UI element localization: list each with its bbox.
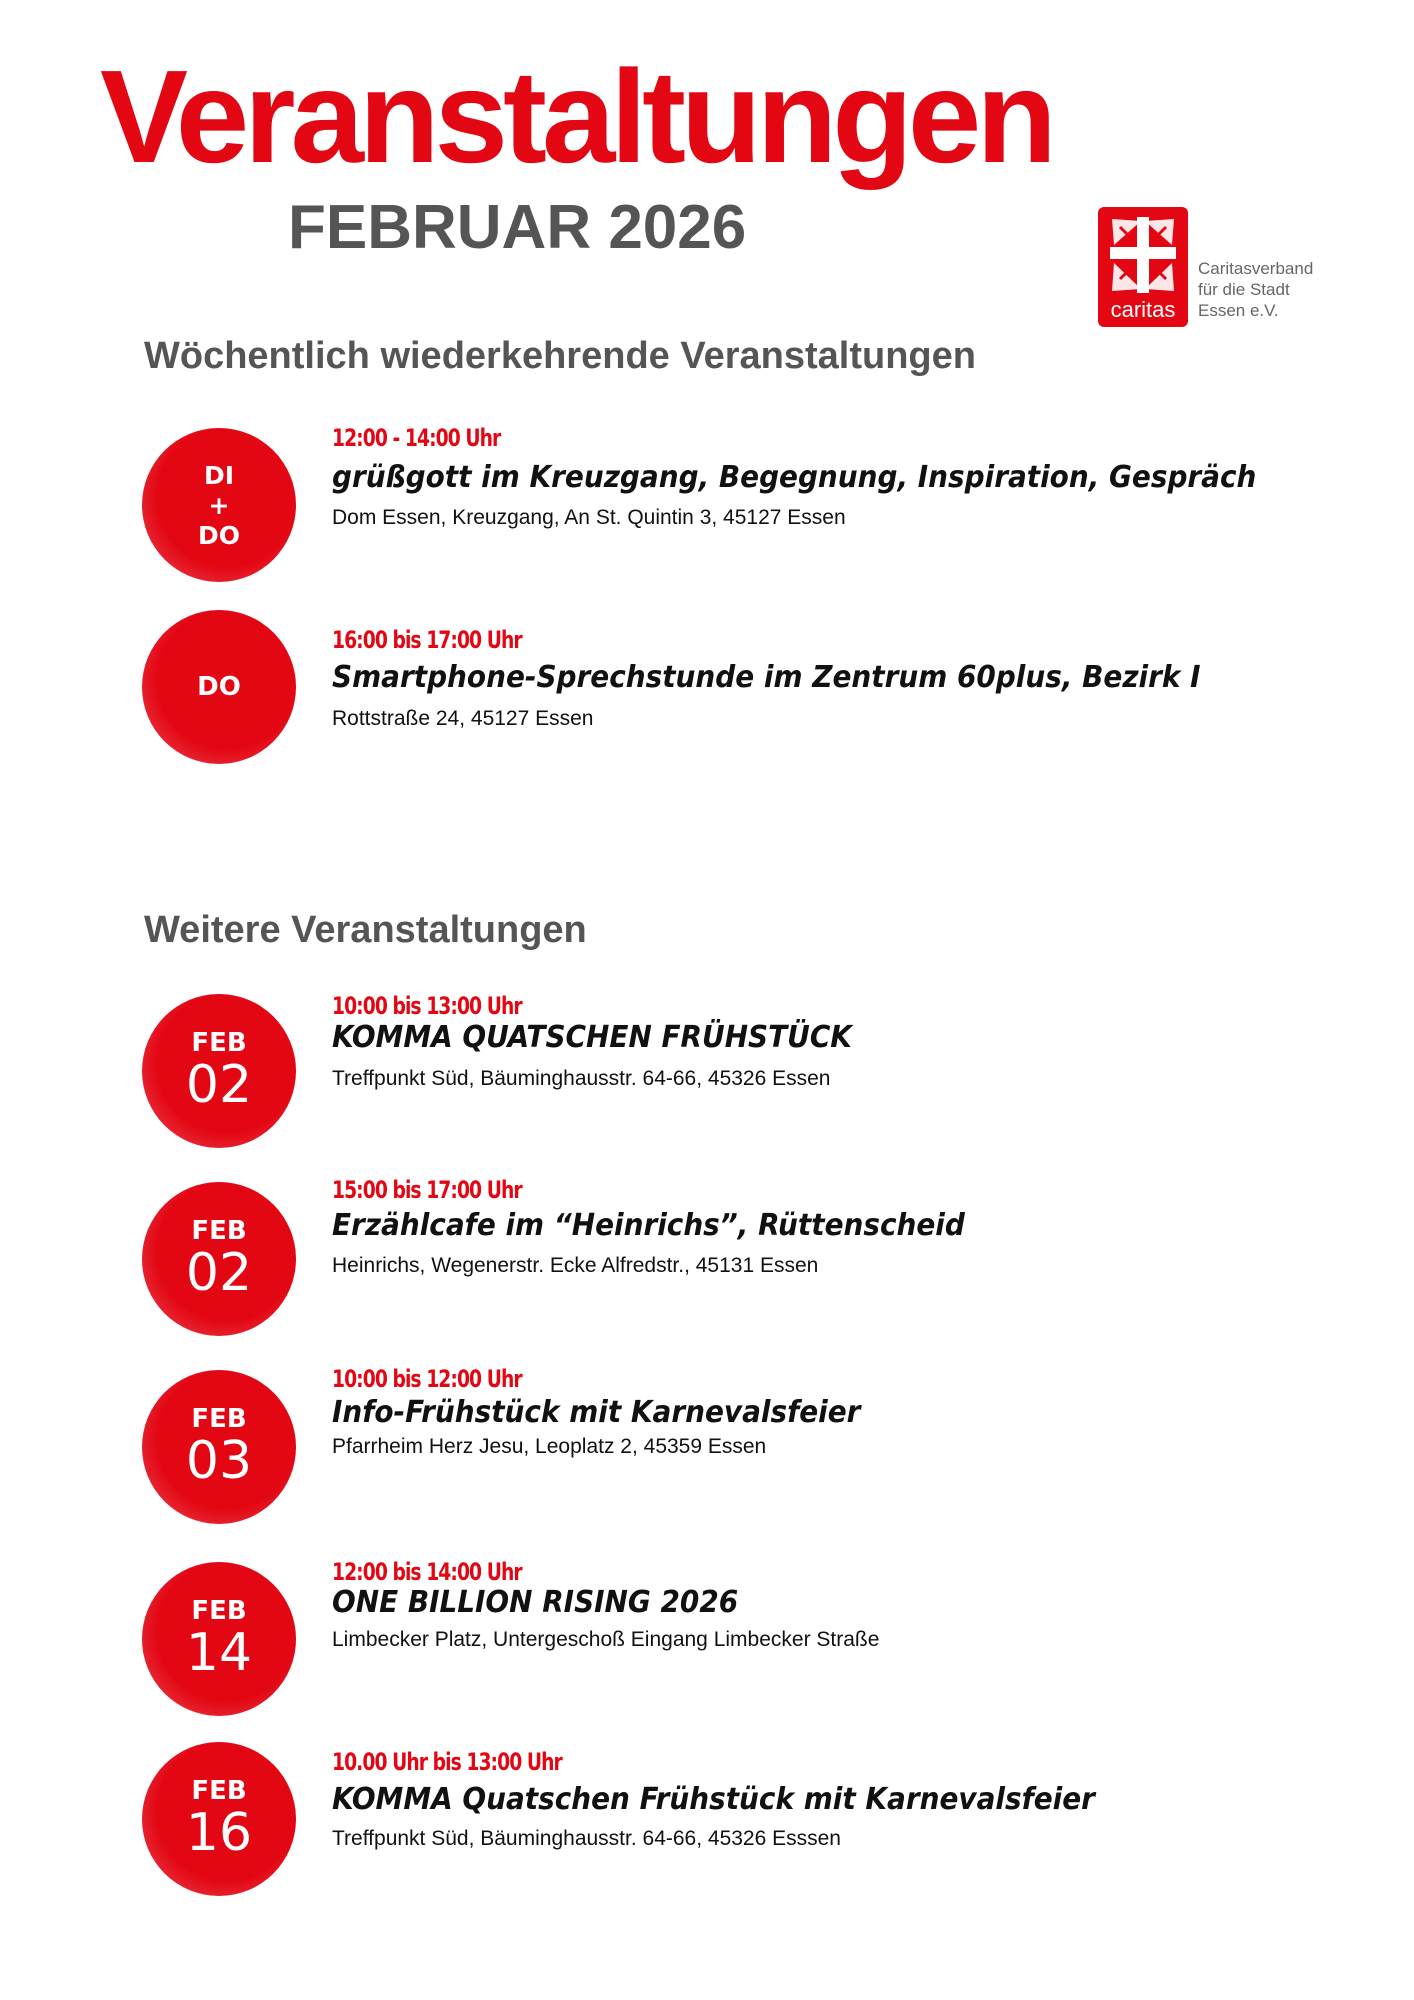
event-address: Limbecker Platz, Untergeschoß Eingang Limbecker Straße [332,1628,880,1651]
badge-day-label: DO [197,672,241,702]
badge-month: FEB [191,1776,247,1806]
event-time: 15:00 bis 17:00 Uhr [332,1176,522,1204]
day-badge [142,610,296,764]
caritas-wordmark: caritas [1110,297,1176,322]
badge-month: FEB [191,1216,247,1246]
event-address: Pfarrheim Herz Jesu, Leoplatz 2, 45359 Essen [332,1435,767,1458]
event-title: Smartphone-Sprechstunde im Zentrum 60plus, Bezirk I [332,660,1201,695]
event-time: 12:00 bis 14:00 Uhr [332,1558,522,1586]
caritas-logo [1098,207,1188,327]
event-time: 10.00 Uhr bis 13:00 Uhr [332,1748,562,1776]
date-badge [142,1562,296,1716]
date-badge [142,1370,296,1524]
event-address: Rottstraße 24, 45127 Essen [332,707,594,730]
event-title: Erzählcafe im “Heinrichs”, Rüttenscheid [332,1208,965,1243]
event-title: KOMMA Quatschen Frühstück mit Karnevalsfeier [332,1782,1095,1817]
event-address: Treffpunkt Süd, Bäuminghausstr. 64-66, 45326 Esssen [332,1827,841,1850]
badge-month: FEB [191,1596,247,1626]
event-time: 12:00 - 14:00 Uhr [332,424,501,452]
event-time: 10:00 bis 13:00 Uhr [332,992,522,1020]
badge-month: FEB [191,1028,247,1058]
event-title: KOMMA QUATSCHEN FRÜHSTÜCK [332,1020,852,1055]
event-time: 10:00 bis 12:00 Uhr [332,1365,522,1393]
badge-day: 14 [185,1623,253,1683]
date-badge [142,1182,296,1336]
badge-day-label: DO [197,521,240,550]
further-heading: Weitere Veranstaltungen [144,909,587,951]
day-badge [142,428,296,582]
page-title: Veranstaltungen [100,43,1052,190]
badge-day-label: DI [203,461,235,490]
date-badge [142,994,296,1148]
badge-day: 16 [185,1803,253,1863]
badge-day: 03 [185,1431,253,1491]
badge-plus-label: + [208,491,230,520]
organization-name [1198,258,1368,321]
org-line: Caritasverband [1198,259,1314,278]
weekly-heading: Wöchentlich wiederkehrende Veranstaltungen [144,335,976,377]
event-title: grüßgott im Kreuzgang, Begegnung, Inspiration, Gespräch [332,460,1257,495]
event-title: Info-Frühstück mit Karnevalsfeier [332,1395,861,1430]
event-address: Treffpunkt Süd, Bäuminghausstr. 64-66, 45326 Essen [332,1067,831,1090]
badge-day: 02 [185,1055,253,1115]
badge-month: FEB [191,1404,247,1434]
event-address: Heinrichs, Wegenerstr. Ecke Alfredstr., 45131 Essen [332,1254,819,1277]
event-time: 16:00 bis 17:00 Uhr [332,626,522,654]
badge-day: 02 [185,1243,253,1303]
org-line: Essen e.V. [1198,301,1279,320]
event-address: Dom Essen, Kreuzgang, An St. Quintin 3, 45127 Essen [332,506,846,529]
caritas-flame-cross-icon [1108,215,1178,295]
event-title: ONE BILLION RISING 2026 [332,1585,739,1620]
page-subtitle: FEBRUAR 2026 [288,193,747,262]
org-line: für die Stadt [1198,280,1290,299]
date-badge [142,1742,296,1896]
